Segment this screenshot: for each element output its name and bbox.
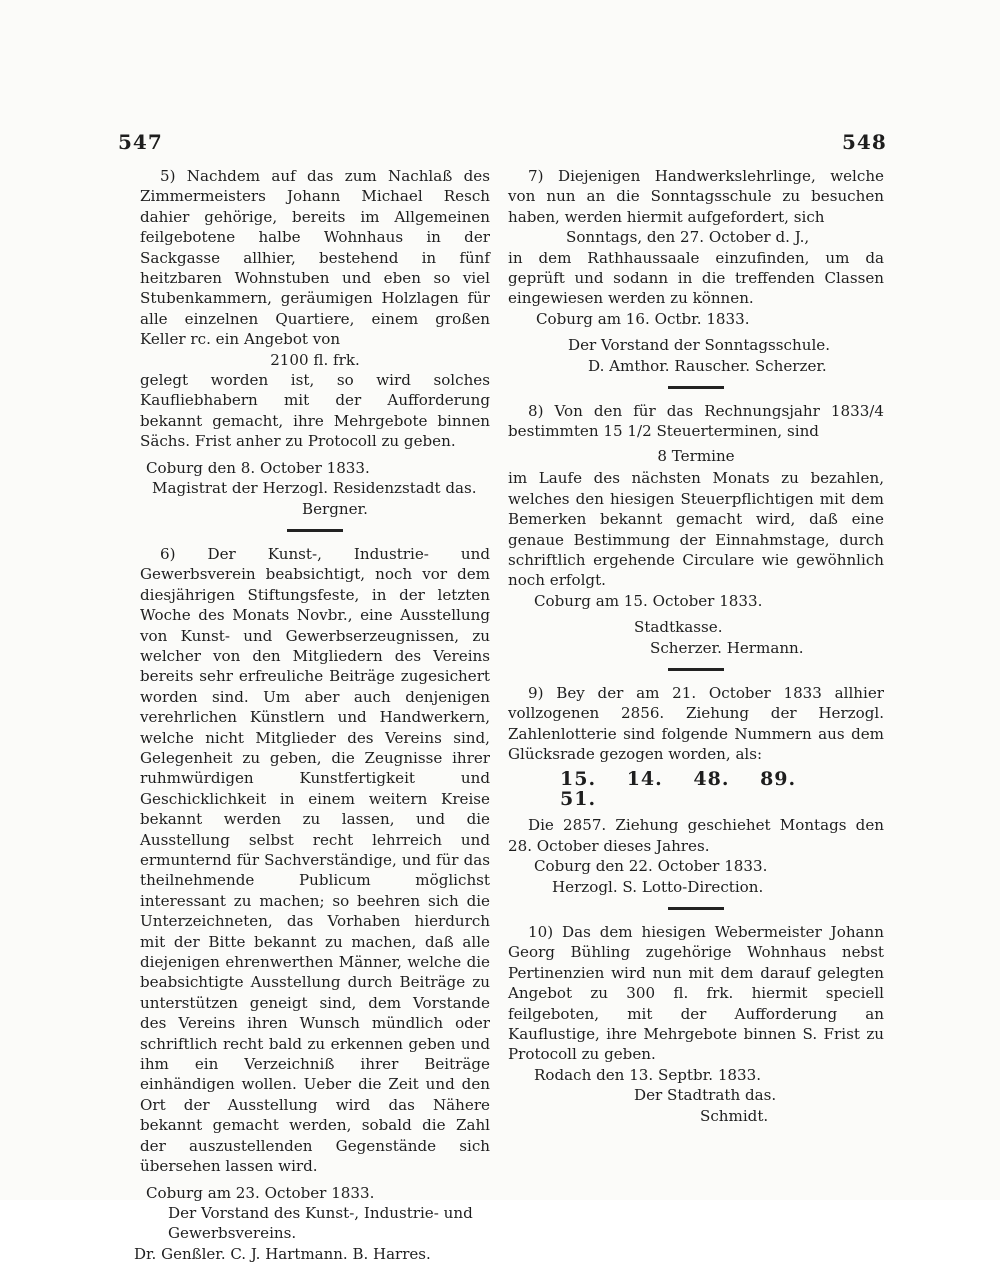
page-number-right: 548 bbox=[842, 130, 887, 154]
notice-7-authority: Der Vorstand der Sonntagsschule. bbox=[568, 336, 831, 355]
notice-5-amount: 2100 fl. frk. bbox=[270, 350, 360, 369]
notice-6-body: 6) Der Kunst-, Industrie- und Gewerbsverein beabsichtigt, noch vor dem diesjährigen Stiftungsfeste, in der letzten Woche des Monats Novbr., eine Ausstellung von Kunst- und Gewerbserzeugnissen, zu welcher von den Mitgliedern des Vereins bereits sehr erfreuliche Beiträge zugesichert worden sind. Um aber auch denjenigen verehrlichen Künstlern und Handwerkern, welche nicht Mitglieder des Vereins sind, Gelegenheit zu geben, die Zeugnisse ihrer ruhmwürdigen Kunstfertigkeit und Geschicklichkeit in einem weitern Kreise bekannt werden zu lassen, und die Ausstellung selbst recht lehrreich und ermunternd für Sachverständige, und für das theilnehmende Publicum möglichst interessant zu machen; so beehren sich die Unterzeichneten, das Vorhaben hierdurch mit der Bitte bekannt zu machen, daß alle diejenigen ehrenwerthen Männer, welche die beabsichtigte Ausstellung durch Beiträge zu unterstützen geneigt sind, dem Vorstande des Vereins ihren Wunsch mündlich oder schriftlich recht bald zu erkennen geben und ihm ein Verzeichniß ihrer Beiträge einhändigen wollen. Ueber die Zeit und den Ort der Ausstellung wird das Nähere bekannt gemacht werden, sobald die Zahl der auszustellenden Gegenstände sich übersehen lassen wird. bbox=[140, 544, 490, 1176]
notice-5-body: 5) Nachdem auf das zum Nachlaß des Zimmermeisters Johann Michael Resch dahier gehörige, bereits im Allgemeinen feilgebotene halbe Wohnhaus in der Sackgasse allhier, bestehend in fünf heitzbaren Wohnstuben und eben so viel Stubenkammern, geräumigen Holzlagen für alle einzelnen Quartiere, einem großen Keller rc. ein Angebot von bbox=[140, 167, 490, 349]
section-separator bbox=[668, 386, 724, 389]
right-column bbox=[508, 166, 884, 1126]
notice-10-body: 10) Das dem hiesigen Webermeister Johann Georg Bühling zugehörige Wohnhaus nebst Pertinenzien wird nun mit dem darauf gelegten Angebot zu 300 fl. frk. hiermit speciell feilgeboten, mit der Aufforderung an Kauflustige, ihre Mehrgebote binnen S. Frist zu Protocoll zu geben. bbox=[508, 923, 884, 1064]
lottery-number: 51. bbox=[560, 787, 597, 810]
notice-9 bbox=[508, 683, 884, 897]
notice-10-signer: Schmidt. bbox=[700, 1106, 769, 1125]
left-column bbox=[134, 166, 490, 1264]
notice-8-signers: Scherzer. Hermann. bbox=[650, 638, 804, 657]
lottery-numbers bbox=[560, 769, 884, 810]
notice-9-authority: Herzogl. S. Lotto-Direction. bbox=[552, 877, 764, 896]
notice-5 bbox=[140, 166, 490, 519]
lottery-number: 14. bbox=[626, 767, 663, 790]
notice-6 bbox=[134, 544, 490, 1264]
notice-10 bbox=[508, 922, 884, 1126]
notice-7-body-2: in dem Rathhaussaale einzufinden, um da geprüft und sodann in die treffenden Classen eingewiesen werden zu können. bbox=[508, 248, 884, 308]
notice-8-authority: Stadtkasse. bbox=[634, 618, 723, 637]
notice-9-body: 9) Bey der am 21. October 1833 allhier vollzogenen 2856. Ziehung der Herzogl. Zahlenlotterie sind folgende Nummern aus dem Glücksrade gezogen worden, als: bbox=[508, 683, 884, 764]
notice-9-place-date: Coburg den 22. October 1833. bbox=[534, 857, 768, 876]
notice-10-authority: Der Stadtrath das. bbox=[634, 1086, 777, 1105]
notice-5-authority: Magistrat der Herzogl. Residenzstadt das. bbox=[152, 479, 477, 498]
notice-7-date-line: Sonntags, den 27. October d. J., bbox=[566, 228, 810, 247]
notice-8-body-2: im Laufe des nächsten Monats zu bezahlen, welches den hiesigen Steuerpflichtigen mit dem Bemerken bekannt gemacht wird, daß eine genaue Bestimmung der Einnahmstage, durch schriftlich ergehende Circulare wie gewöhnlich noch erfolgt. bbox=[508, 469, 884, 590]
section-separator bbox=[287, 529, 343, 532]
lottery-number: 89. bbox=[760, 767, 797, 790]
notice-7-body: 7) Diejenigen Handwerkslehrlinge, welche von nun an die Sonntagsschule zu besuchen haben, werden hiermit aufgefordert, sich bbox=[508, 167, 884, 226]
notice-8-place-date: Coburg am 15. October 1833. bbox=[534, 591, 763, 610]
notice-6-place-date: Coburg am 23. October 1833. bbox=[146, 1183, 375, 1202]
notice-6-signers: Dr. Genßler. C. J. Hartmann. B. Harres. bbox=[134, 1244, 431, 1263]
lottery-number: 48. bbox=[693, 767, 730, 790]
notice-10-place-date: Rodach den 13. Septbr. 1833. bbox=[534, 1065, 762, 1084]
notice-8-center-line: 8 Termine bbox=[657, 446, 735, 465]
notice-5-signer: Bergner. bbox=[302, 499, 368, 518]
notice-9-body-2: Die 2857. Ziehung geschiehet Montags den 28. October dieses Jahres. bbox=[508, 816, 884, 855]
notice-5-place-date: Coburg den 8. October 1833. bbox=[146, 458, 370, 477]
notice-7-signers: D. Amthor. Rauscher. Scherzer. bbox=[588, 356, 827, 375]
lottery-number: 15. bbox=[560, 767, 597, 790]
notice-8 bbox=[508, 401, 884, 658]
notice-6-authority: Der Vorstand des Kunst-, Industrie- und Gewerbsvereins. bbox=[168, 1203, 473, 1243]
page-number-left: 547 bbox=[118, 130, 163, 154]
notice-7 bbox=[508, 166, 884, 376]
notice-7-place-date: Coburg am 16. Octbr. 1833. bbox=[536, 309, 750, 328]
section-separator bbox=[668, 907, 724, 910]
notice-5-body-2: gelegt worden ist, so wird solches Kaufliebhabern mit der Aufforderung bekannt gemacht, ihre Mehrgebote binnen Sächs. Frist anher zu Protocoll zu geben. bbox=[140, 371, 490, 451]
notice-8-body: 8) Von den für das Rechnungsjahr 1833/4 bestimmten 15 1/2 Steuerterminen, sind bbox=[508, 402, 884, 441]
section-separator bbox=[668, 668, 724, 671]
